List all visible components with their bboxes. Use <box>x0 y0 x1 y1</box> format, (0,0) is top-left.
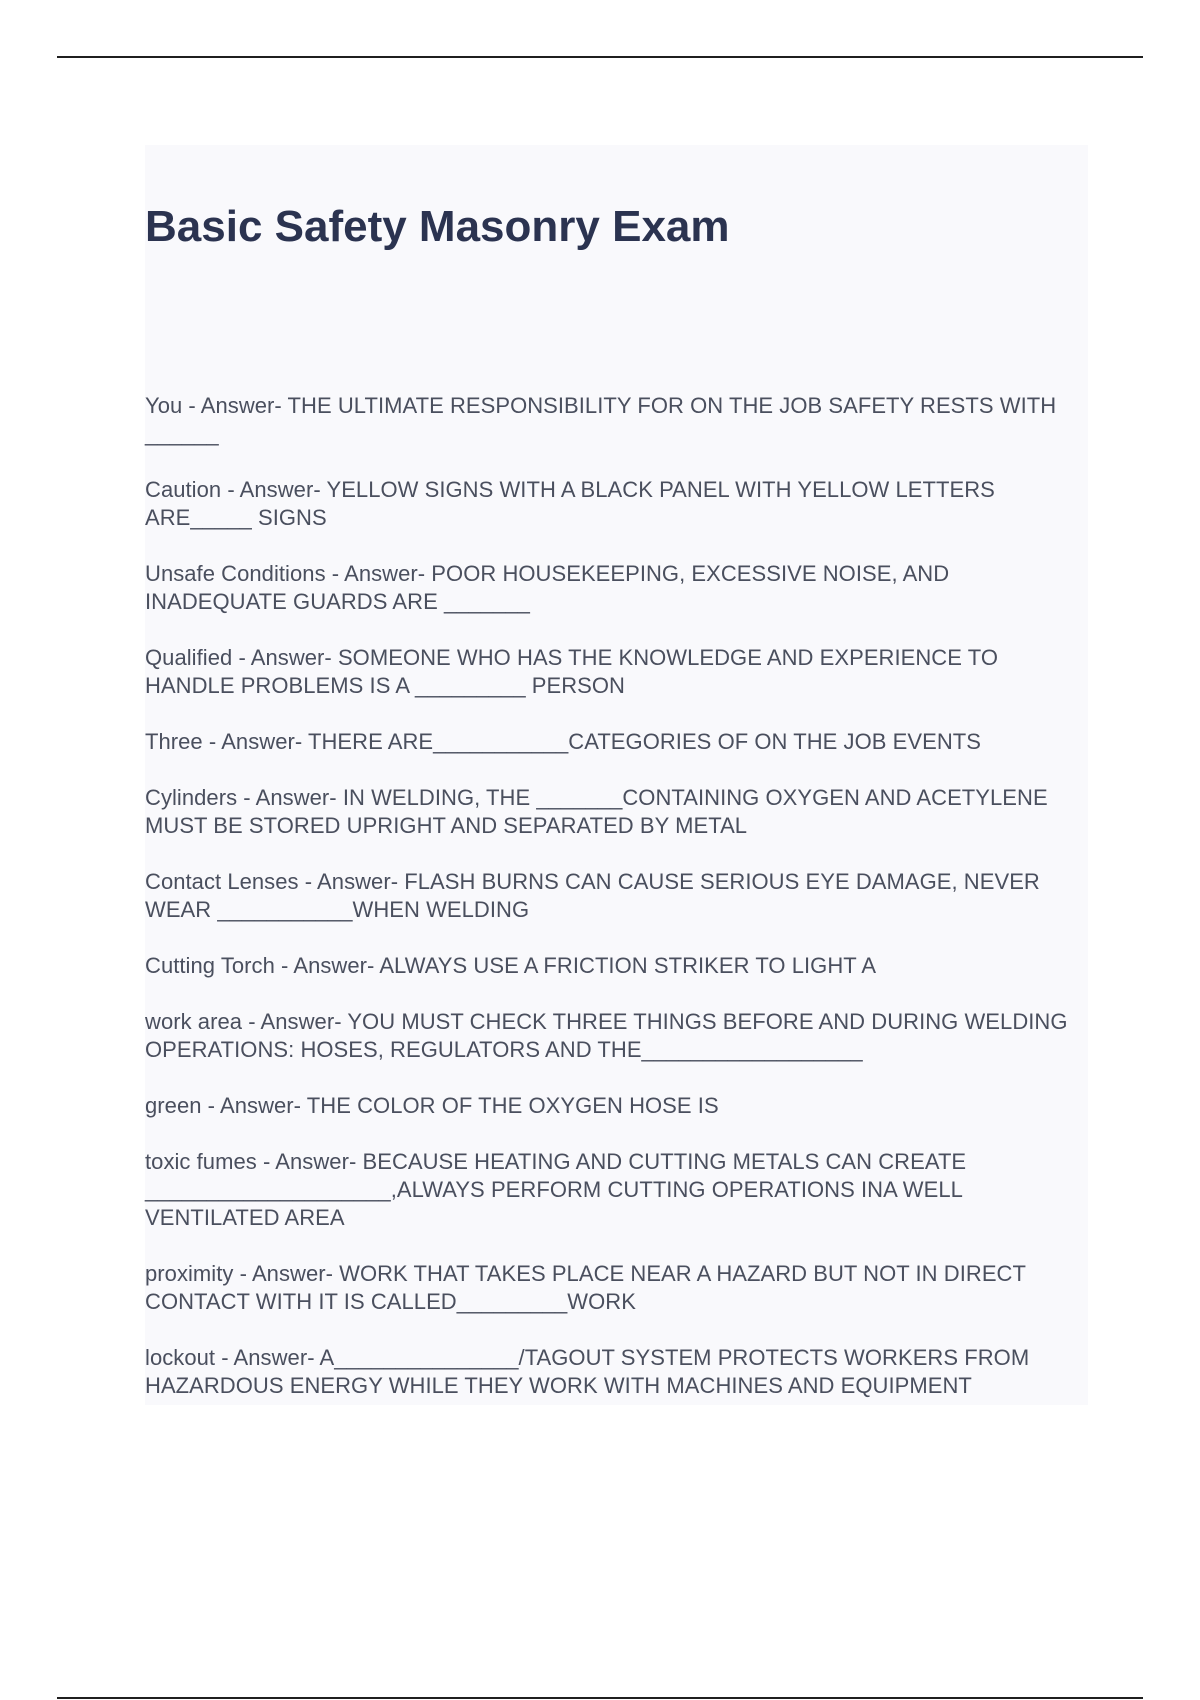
top-rule <box>57 56 1143 58</box>
title-block <box>145 145 1088 370</box>
qa-item-toxic-fumes: toxic fumes - Answer- BECAUSE HEATING AND CUTTING METALS CAN CREATE ____________________,ALWAYS PERFORM CUTTING OPERATIONS INA WELL VENTILATED AREA <box>145 1149 967 1230</box>
qa-item-three: Three - Answer- THERE ARE___________CATEGORIES OF ON THE JOB EVENTS <box>145 729 981 754</box>
qa-item-caution: Caution - Answer- YELLOW SIGNS WITH A BLACK PANEL WITH YELLOW LETTERS ARE_____ SIGNS <box>145 477 995 530</box>
qa-item-qualified: Qualified - Answer- SOMEONE WHO HAS THE KNOWLEDGE AND EXPERIENCE TO HANDLE PROBLEMS IS A _________ PERSON <box>145 645 998 698</box>
qa-item-contact-lenses: Contact Lenses - Answer- FLASH BURNS CAN CAUSE SERIOUS EYE DAMAGE, NEVER WEAR ___________WHEN WELDING <box>145 869 1040 922</box>
qa-item-you: You - Answer- THE ULTIMATE RESPONSIBILITY FOR ON THE JOB SAFETY RESTS WITH ______ <box>145 393 1057 446</box>
qa-item-work-area: work area - Answer- YOU MUST CHECK THREE THINGS BEFORE AND DURING WELDING OPERATIONS: HOSES, REGULATORS AND THE__________________ <box>145 1009 1068 1062</box>
qa-item-proximity: proximity - Answer- WORK THAT TAKES PLACE NEAR A HAZARD BUT NOT IN DIRECT CONTACT WITH IT IS CALLED_________WORK <box>145 1261 1026 1314</box>
qa-item-green: green - Answer- THE COLOR OF THE OXYGEN HOSE IS <box>145 1093 719 1118</box>
page-title: Basic Safety Masonry Exam <box>145 202 730 251</box>
qa-item-cylinders: Cylinders - Answer- IN WELDING, THE _______CONTAINING OXYGEN AND ACETYLENE MUST BE STORED UPRIGHT AND SEPARATED BY METAL <box>145 785 1048 838</box>
qa-item-unsafe-conditions: Unsafe Conditions - Answer- POOR HOUSEKEEPING, EXCESSIVE NOISE, AND INADEQUATE GUARDS ARE _______ <box>145 561 950 614</box>
bottom-rule <box>57 1697 1143 1699</box>
qa-item-cutting-torch: Cutting Torch - Answer- ALWAYS USE A FRICTION STRIKER TO LIGHT A <box>145 953 877 978</box>
document-content <box>145 145 1088 1405</box>
qa-list <box>145 392 1088 1405</box>
qa-item-lockout: lockout - Answer- A_______________/TAGOUT SYSTEM PROTECTS WORKERS FROM HAZARDOUS ENERGY WHILE THEY WORK WITH MACHINES AND EQUIPMENT <box>145 1345 1030 1398</box>
